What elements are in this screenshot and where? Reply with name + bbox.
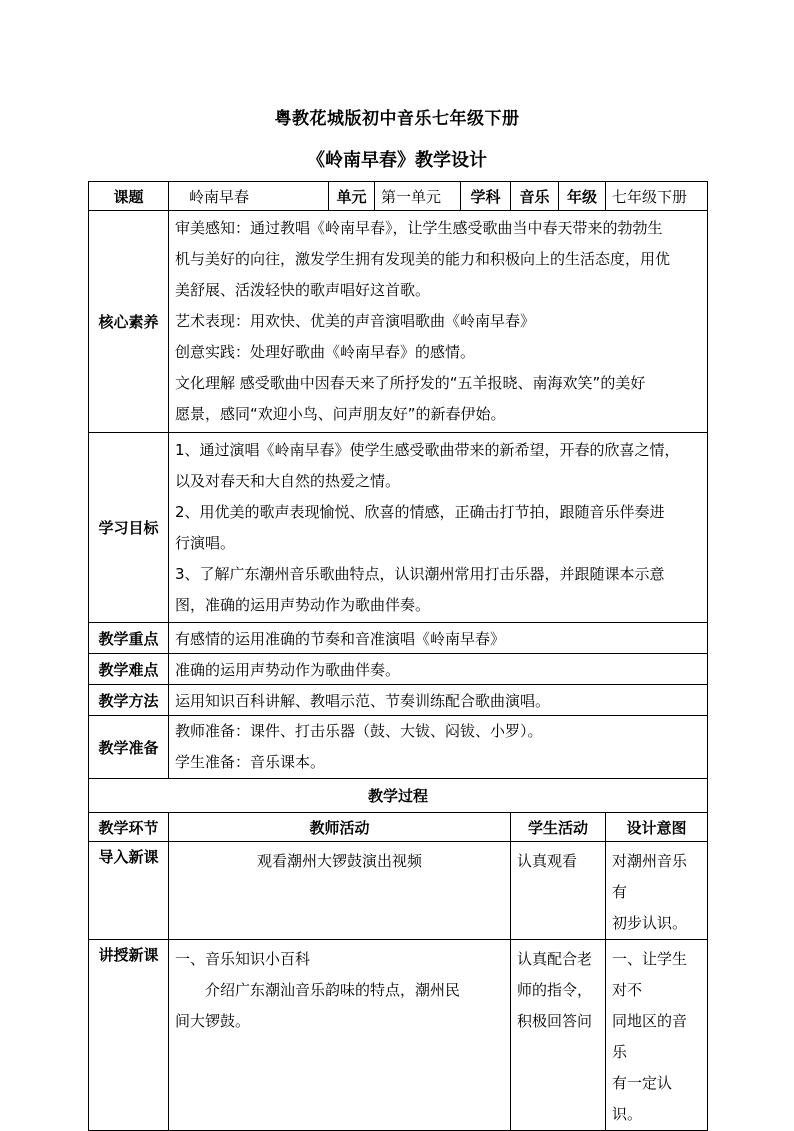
- process-title: 教学过程: [89, 779, 708, 813]
- core-literacy-content: [169, 211, 708, 433]
- process-header-stage: 教学环节: [89, 813, 169, 842]
- process-header-intent: 设计意图: [606, 813, 708, 842]
- core-line: 文化理解 感受歌曲中因春天来了所抒发的“五羊报晓、南海欢笑”的美好: [175, 374, 646, 392]
- core-literacy-label: 核心素养: [89, 211, 169, 433]
- process-student-activity: [511, 842, 606, 940]
- grade-label: 年级: [559, 182, 606, 211]
- goal-line: 以及对春天和大自然的热爱之情。: [175, 471, 401, 490]
- intent-line: 一、让学生对不: [612, 950, 688, 999]
- preparation-row: [89, 716, 708, 779]
- subject-value: 音乐: [511, 182, 559, 211]
- unit-label: 单元: [329, 182, 375, 211]
- learning-goals-content: [169, 433, 708, 623]
- process-header-row: [89, 813, 708, 842]
- process-stage: 讲授新课: [89, 940, 169, 1131]
- subject-label: 学科: [461, 182, 511, 211]
- intent-line: 同地区的音乐: [612, 1012, 688, 1061]
- process-header-student: 学生活动: [511, 813, 606, 842]
- preparation-label: 教学准备: [89, 716, 169, 779]
- difficulty-row: [89, 654, 708, 685]
- intent-line: 对潮州音乐有: [612, 852, 688, 901]
- goal-line: 3、了解广东潮州音乐歌曲特点，认识潮州常用打击乐器，并跟随课本示意: [175, 564, 665, 583]
- process-row: [89, 842, 708, 940]
- teacher-line: 间大锣鼓。: [175, 1012, 251, 1030]
- process-header-teacher: 教师活动: [169, 813, 511, 842]
- intent-line: 初步认识。: [612, 914, 688, 932]
- prep-line: 学生准备：音乐课本。: [175, 753, 326, 771]
- goal-line: 1、通过演唱《岭南早春》使学生感受歌曲带来的新希望，开春的欣喜之情，: [175, 440, 680, 459]
- key-point-label: 教学重点: [89, 623, 169, 654]
- process-title-row: [89, 779, 708, 813]
- goal-line: 行演唱。: [175, 533, 236, 552]
- document-subtitle: 《岭南早春》教学设计: [307, 150, 487, 171]
- core-line: 审美感知：通过教唱《岭南早春》，让学生感受歌曲当中春天带来的勃勃生: [175, 219, 663, 237]
- document-title: 粤教花城版初中音乐七年级下册: [274, 109, 520, 129]
- goal-line: 图，准确的运用声势动作为歌曲伴奏。: [175, 595, 431, 614]
- core-line: 艺术表现：用欢快、优美的声音演唱歌曲《岭南早春》: [175, 312, 536, 330]
- unit-value: 第一单元: [375, 182, 461, 211]
- student-line: 积极回答问: [517, 1012, 593, 1030]
- core-line: 创意实践：处理好歌曲《岭南早春》的感情。: [175, 343, 476, 361]
- core-literacy-row: [89, 211, 708, 433]
- process-design-intent: [606, 842, 708, 940]
- teacher-line: 介绍广东潮汕音乐韵味的特点，潮州民: [205, 981, 461, 999]
- difficulty-value: 准确的运用声势动作为歌曲伴奏。: [169, 654, 708, 685]
- course-value: 岭南早春: [169, 182, 329, 211]
- lesson-plan-table: [88, 181, 708, 1131]
- process-teacher-activity: [169, 842, 511, 940]
- preparation-content: [169, 716, 708, 779]
- process-row: [89, 940, 708, 1131]
- student-line: 认真配合老: [517, 950, 593, 968]
- core-line: 机与美好的向往，激发学生拥有发现美的能力和积极向上的生活态度，用优: [175, 250, 671, 268]
- student-line: 师的指令，: [517, 981, 593, 999]
- teacher-line: 观看潮州大锣鼓演出视频: [256, 852, 422, 870]
- method-label: 教学方法: [89, 685, 169, 716]
- student-line: 认真观看: [517, 852, 578, 870]
- core-line: 美舒展、活泼轻快的歌声唱好这首歌。: [175, 281, 431, 299]
- info-row: [89, 182, 708, 211]
- process-stage: 导入新课: [89, 842, 169, 940]
- prep-line: 教师准备：课件、打击乐器（鼓、大钹、闷钹、小罗）。: [175, 722, 543, 740]
- difficulty-label: 教学难点: [89, 654, 169, 685]
- intent-line: 有一定认识。: [612, 1074, 673, 1123]
- method-value: 运用知识百科讲解、教唱示范、节奏训练配合歌曲演唱。: [169, 685, 708, 716]
- core-line: 愿景，感同“欢迎小鸟、问声朋友好”的新春伊始。: [175, 405, 506, 423]
- learning-goals-row: [89, 433, 708, 623]
- method-row: [89, 685, 708, 716]
- grade-value: 七年级下册: [606, 182, 708, 211]
- goal-line: 2、用优美的歌声表现愉悦、欣喜的情感，正确击打节拍，跟随音乐伴奏进: [175, 502, 665, 521]
- teacher-line: 一、音乐知识小百科: [175, 950, 311, 968]
- process-student-activity: [511, 940, 606, 1131]
- process-teacher-activity: [169, 940, 511, 1131]
- learning-goals-label: 学习目标: [89, 433, 169, 623]
- process-design-intent: [606, 940, 708, 1131]
- key-point-row: [89, 623, 708, 654]
- course-label: 课题: [89, 182, 169, 211]
- key-point-value: 有感情的运用准确的节奏和音准演唱《岭南早春》: [169, 623, 708, 654]
